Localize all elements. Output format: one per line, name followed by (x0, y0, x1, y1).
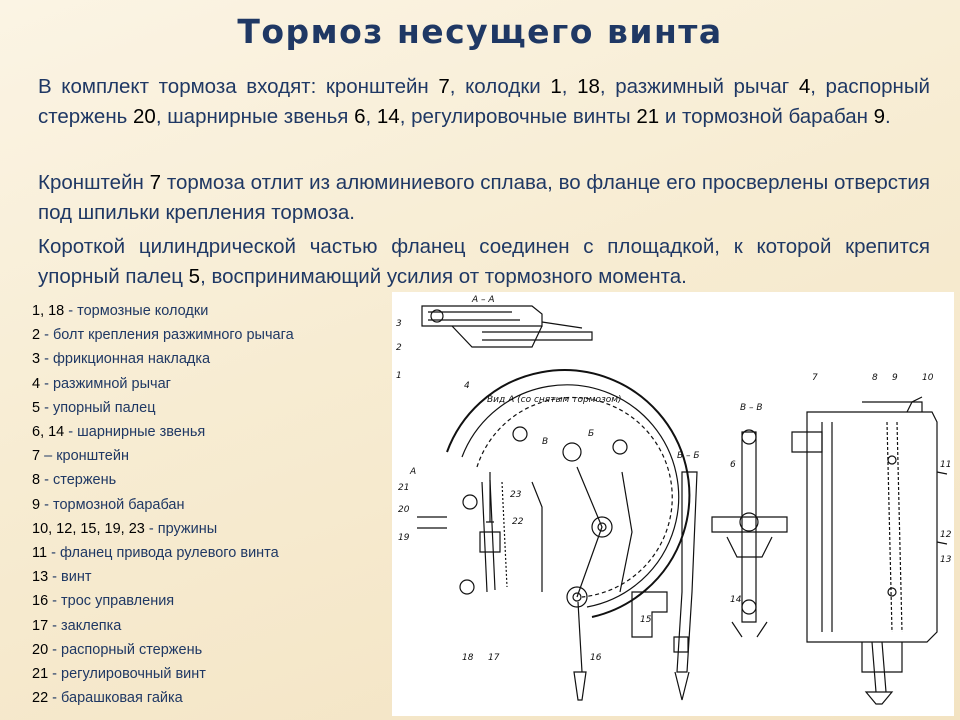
callout-16: 16 (590, 653, 602, 663)
paragraph-composition: В комплект тормоза входят: кронштейн 7, колодки 1, 18, разжимный рычаг 4, распорный стержень 20, шарнирные звенья 6, 14, регулировочные винты 21 и тормозной барабан 9. (38, 75, 931, 128)
callout-17: 17 (488, 653, 500, 663)
callout-10: 10 (922, 373, 934, 383)
brake-drum-drawing (417, 370, 689, 700)
legend-item: 21 - регулировочный винт (32, 666, 206, 683)
legend-item: 2 - болт крепления разжимного рычага (32, 327, 294, 344)
legend-item: 5 - упорный палец (32, 399, 156, 416)
callout-19: 19 (398, 533, 410, 543)
legend-item: 16 - трос управления (32, 593, 175, 610)
legend-item: 9 - тормозной барабан (32, 496, 185, 513)
label-section-aa: А – А (472, 295, 495, 305)
callout-13: 13 (940, 555, 952, 565)
callout-9: 9 (892, 373, 898, 383)
callout-21: 21 (398, 483, 410, 493)
paragraph-flange: Короткой цилиндрической частью фланец соединен с площадкой, к которой крепится упорный палец 5, воспринимающий усилия от тормозного момента. (38, 235, 930, 288)
callout-20: 20 (398, 505, 410, 515)
section-aa-drawing (422, 306, 592, 347)
callout-4: 4 (464, 381, 470, 391)
legend-item: 6, 14 - шарнирные звенья (32, 424, 206, 441)
legend-item: 10, 12, 15, 19, 23 - пружины (32, 520, 218, 537)
paragraph-bracket: Кронштейн 7 тормоза отлит из алюминиевого сплава, во фланце его просверлены отверстия под шпильки крепления тормоза. (38, 171, 930, 224)
label-section-66: Б – Б (677, 451, 700, 461)
callout-8: 8 (872, 373, 878, 383)
legend-item: 1, 18 - тормозные колодки (32, 303, 209, 319)
label-view-a: Вид А (со снятым тормозом) (487, 395, 622, 405)
brake-drawing-svg (392, 292, 954, 716)
callout-22: 22 (512, 517, 524, 527)
parts-legend (32, 299, 382, 710)
callout-2: 2 (396, 343, 402, 353)
callout-12: 12 (940, 530, 952, 540)
callout-11: 11 (940, 460, 952, 470)
callout-v: В (542, 437, 549, 447)
side-section-drawing (792, 397, 947, 704)
callout-14: 14 (730, 595, 742, 605)
callout-1: 1 (396, 371, 402, 381)
legend-item: 4 - разжимной рычаг (32, 375, 171, 392)
legend-item: 17 - заклепка (32, 617, 122, 634)
callout-15: 15 (640, 615, 652, 625)
drawing-labels (396, 295, 952, 663)
legend-item: 11 - фланец привода рулевого винта (32, 545, 279, 562)
legend-item: 8 - стержень (32, 472, 117, 489)
brake-technical-drawing (392, 292, 954, 716)
legend-item: 22 - барашковая гайка (32, 690, 183, 707)
callout-6: 6 (730, 460, 736, 470)
legend-item: 7 – кронштейн (32, 448, 129, 465)
legend-item: 13 - винт (32, 569, 92, 586)
legend-item: 20 - распорный стержень (32, 641, 203, 658)
callout-7: 7 (812, 373, 818, 383)
callout-b: Б (588, 429, 595, 439)
callout-23: 23 (510, 490, 522, 500)
callout-18: 18 (462, 653, 474, 663)
legend-item: 3 - фрикционная накладка (32, 351, 211, 368)
callout-3: 3 (396, 319, 402, 329)
label-section-bb: В – В (740, 403, 763, 413)
callout-a: А (410, 467, 417, 477)
section-bb-drawing (712, 430, 787, 637)
section-66-drawing (632, 472, 697, 700)
slide-title: Тормоз несущего винта (237, 12, 723, 51)
